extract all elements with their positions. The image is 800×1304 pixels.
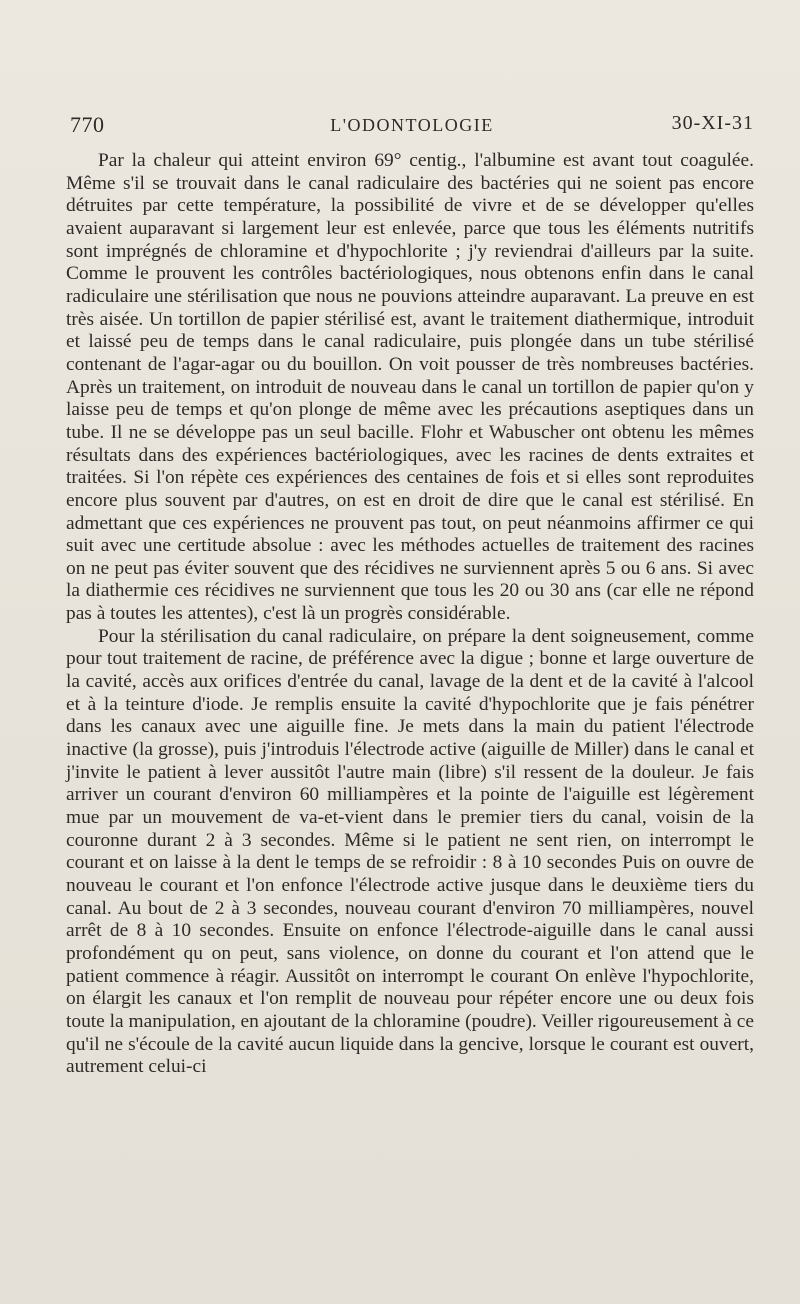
- paragraph-sterilization-results: Par la chaleur qui atteint environ 69° centig., l'albumine est avant tout coagulée. Même s'il se trouvait dans le canal radiculaire des bactéries qui ne soient pas encore détruites par cette température, la possibilité de vivre et de se développer qu'elles avaient auparavant si largement leur est enlevée, parce que tous les éléments nutritifs sont imprégnés de chloramine et d'hypochlorite ; j'y reviendrai d'ailleurs par la suite. Comme le prouvent les contrôles bactériologiques, nous obtenons enfin dans le canal radiculaire une stérilisation que nous ne pouvions atteindre auparavant. La preuve en est très aisée. Un tortillon de papier stérilisé est, avant le traitement diathermique, introduit et laissé peu de temps dans le canal radiculaire, puis plongée dans un tube stérilisé contenant de l'agar-agar ou du bouillon. On voit pousser de très nombreuses bactéries. Après un traitement, on introduit de nouveau dans le canal un tortillon de papier qu'on y laisse peu de temps et qu'on plonge de même avec les précautions aseptiques dans un tube. Il ne se développe pas un seul bacille. Flohr et Wabuscher ont obtenu les mêmes résultats dans des expériences bactériologiques, avec les racines de dents extraites et traitées. Si l'on répète ces expériences des centaines de fois et si elles sont reproduites encore plus souvent par d'autres, on est en droit de dire que le canal est stérilisé. En admettant que ces expériences ne prouvent pas tout, on peut néanmoins affirmer ce qui suit avec une certitude absolue : avec les méthodes actuelles de traitement des racines on ne peut pas éviter souvent que des récidives ne surviennent après 5 ou 6 ans. Si avec la diathermie ces récidives ne surviennent que tous les 20 ou 30 ans (car elle ne répond pas à toutes les attentes), c'est là un progrès considérable.: [66, 150, 754, 625]
- running-title: L'ODONTOLOGIE: [330, 115, 494, 135]
- body-text: [66, 150, 754, 1079]
- page-header: [70, 112, 754, 142]
- page-number: 770: [70, 112, 105, 137]
- issue-date: 30-XI-31: [671, 112, 754, 134]
- paragraph-procedure: Pour la stérilisation du canal radiculaire, on prépare la dent soigneusement, comme pour tout traitement de racine, de préférence avec la digue ; bonne et large ouverture de la cavité, accès aux orifices d'entrée du canal, lavage de la dent et de la cavité à l'alcool et à la teinture d'iode. Je remplis ensuite la cavité d'hypochlorite que je fais pénétrer dans les canaux avec une aiguille fine. Je mets dans la main du patient l'électrode inactive (la grosse), puis j'introduis l'électrode active (aiguille de Miller) dans le canal et j'invite le patient à lever aussitôt l'autre main (libre) s'il ressent de la douleur. Je fais arriver un courant d'environ 60 milliampères et la pointe de l'aiguille est légèrement mue par un mouvement de va-et-vient dans le premier tiers du canal, voisin de la couronne durant 2 à 3 secondes. Même si le patient ne sent rien, on interrompt le courant et on laisse à la dent le temps de se refroidir : 8 à 10 secondes Puis on ouvre de nouveau le courant et l'on enfonce l'électrode active jusque dans le deuxième tiers du canal. Au bout de 2 à 3 secondes, nouveau courant d'environ 70 milliampères, nouvel arrêt de 8 à 10 secondes. Ensuite on enfonce l'électrode-aiguille dans le canal aussi profondément qu on peut, sans violence, on donne du courant et l'on attend que le patient commence à réagir. Aussitôt on interrompt le courant On enlève l'hypochlorite, on élargit les canaux et l'on remplit de nouveau pour répéter encore une ou deux fois toute la manipulation, en ajoutant de la chloramine (poudre). Veiller rigoureusement à ce qu'il ne s'écoule de la cavité aucun liquide dans la gencive, lorsque le courant est ouvert, autrement celui-ci: [66, 625, 754, 1078]
